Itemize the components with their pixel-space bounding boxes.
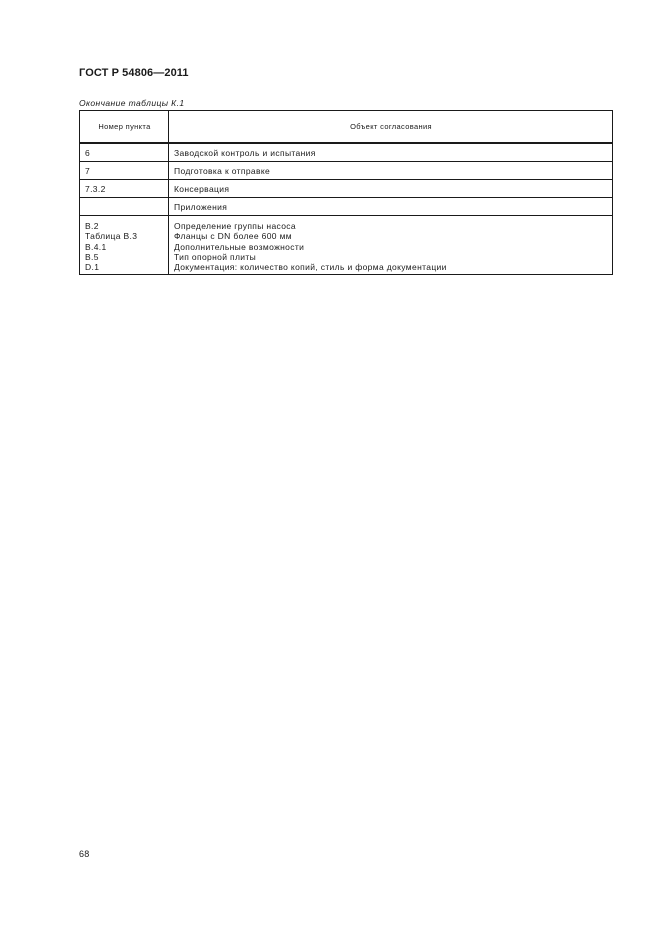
clause-number-cell [80,198,169,216]
clause-number-line: D.1 [85,262,100,273]
agreement-object-cell: Подготовка к отправке [169,162,613,180]
page-number: 68 [79,849,90,859]
agreement-object-line: Определение группы насоса [174,221,296,231]
clause-number-line: Таблица B.3 [85,231,138,242]
table-header-row [80,111,613,144]
clause-number-line: B.2 [85,221,99,231]
clause-number-cell [80,216,169,275]
column-header-clause-number: Номер пункта [80,111,169,144]
agreement-object-cell: Заводской контроль и испытания [169,143,613,162]
document-standard-header: ГОСТ Р 54806—2011 [79,67,189,79]
agreement-table [79,110,613,275]
clause-number-line: B.4.1 [85,241,107,252]
agreement-object-line: Дополнительные возможности [174,241,305,252]
table-row-appendices [80,216,613,275]
agreement-object-line: Тип опорной плиты [174,251,257,262]
agreement-object-line: Документация: количество копий, стиль и форма документации [174,262,447,273]
clause-number-cell: 7 [80,162,169,180]
clause-number-cell: 6 [80,143,169,162]
table-caption: Окончание таблицы К.1 [79,98,185,108]
agreement-object-cell [169,216,613,275]
clause-number-cell: 7.3.2 [80,180,169,198]
table-row [80,162,613,180]
table-row [80,198,613,216]
table-row [80,143,613,162]
agreement-object-line: Фланцы с DN более 600 мм [174,231,292,242]
column-header-agreement-object: Объект согласования [169,111,613,144]
clause-number-line: B.5 [85,251,99,262]
agreement-object-cell: Консервация [169,180,613,198]
agreement-object-cell: Приложения [169,198,613,216]
table-row [80,180,613,198]
